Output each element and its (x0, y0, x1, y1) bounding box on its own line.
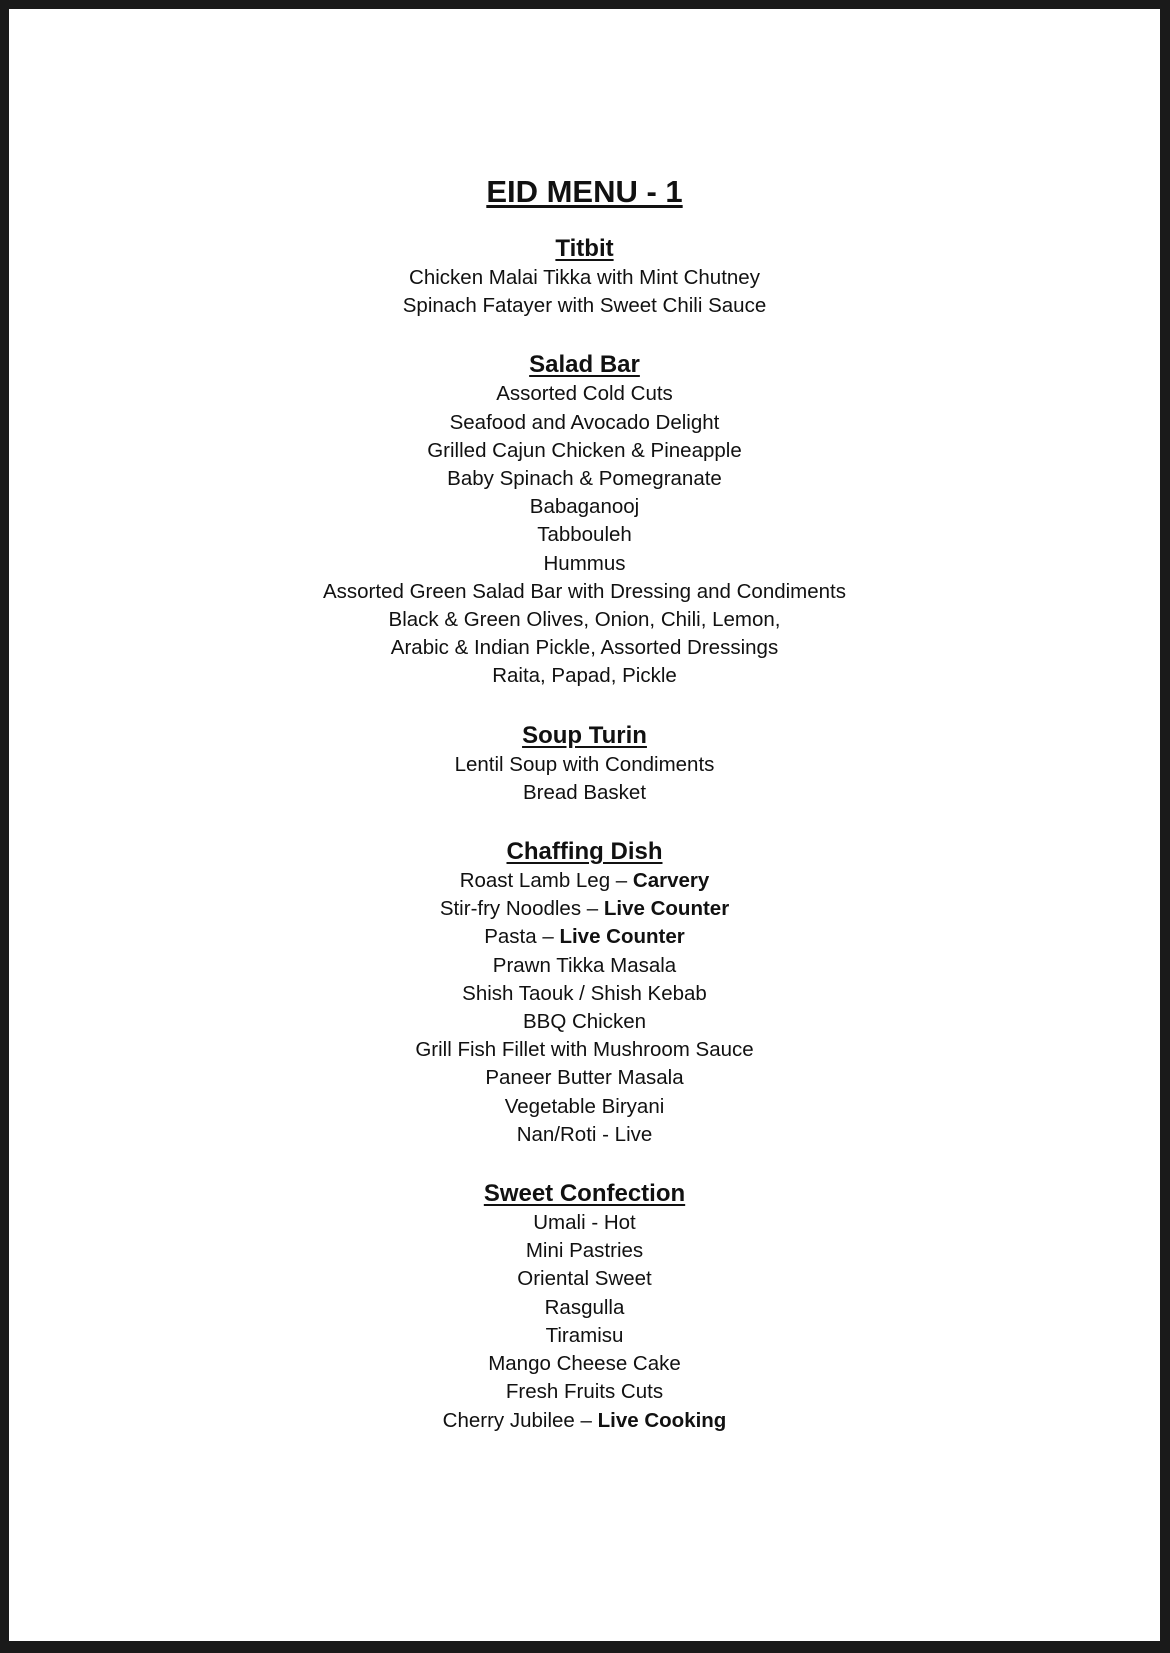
menu-content (9, 174, 1160, 1465)
section-heading: Sweet Confection (483, 1180, 686, 1208)
menu-item (9, 1378, 1160, 1406)
menu-item (9, 923, 1160, 951)
menu-sections (9, 234, 1160, 1435)
menu-section-soup-turin (9, 721, 1160, 807)
document-page (9, 9, 1160, 1641)
menu-item-name: Vegetable Biryani (504, 1094, 665, 1118)
menu-item (9, 634, 1160, 662)
menu-item (9, 409, 1160, 437)
menu-item-name: Lentil Soup with Condiments (454, 752, 715, 776)
menu-item-name: Stir-fry Noodles – (439, 897, 604, 921)
menu-item-service-tag: Carvery (632, 869, 710, 893)
menu-item-name: Hummus (543, 551, 626, 575)
menu-item-name: Rasgulla (544, 1295, 625, 1319)
menu-section-chaffing-dish (9, 837, 1160, 1149)
menu-item (9, 662, 1160, 690)
menu-item (9, 751, 1160, 779)
menu-item-list (9, 264, 1160, 320)
menu-item (9, 437, 1160, 465)
menu-item-name: Assorted Cold Cuts (496, 382, 673, 406)
menu-item (9, 1294, 1160, 1322)
menu-item (9, 1008, 1160, 1036)
menu-item (9, 606, 1160, 634)
menu-item-name: Tiramisu (545, 1323, 624, 1347)
menu-item-name: Nan/Roti - Live (516, 1122, 653, 1146)
menu-item-list (9, 867, 1160, 1149)
menu-item (9, 952, 1160, 980)
menu-item-name: Mango Cheese Cake (488, 1352, 681, 1376)
menu-section-salad-bar (9, 350, 1160, 690)
menu-item-name: Assorted Green Salad Bar with Dressing and Condiments (322, 579, 846, 603)
menu-item-name: Umali - Hot (533, 1211, 636, 1235)
menu-item-name: Pasta – (484, 925, 560, 949)
menu-item-name: Chicken Malai Tikka with Mint Chutney (409, 266, 760, 289)
menu-item-name: Cherry Jubilee – (442, 1408, 598, 1432)
menu-item (9, 1237, 1160, 1265)
menu-item-list (9, 380, 1160, 690)
menu-item-list (9, 1209, 1160, 1435)
menu-item-name: Raita, Papad, Pickle (492, 664, 677, 688)
menu-item-service-tag: Live Cooking (597, 1408, 727, 1432)
menu-item (9, 292, 1160, 320)
menu-item-list (9, 751, 1160, 807)
menu-item-name: Tabbouleh (537, 523, 632, 547)
menu-item (9, 1265, 1160, 1293)
menu-item-name: Bread Basket (522, 780, 647, 804)
menu-item-name: Paneer Butter Masala (485, 1066, 684, 1090)
menu-item-name: Arabic & Indian Pickle, Assorted Dressings (390, 636, 779, 660)
menu-item-name: Seafood and Avocado Delight (449, 410, 720, 434)
menu-item (9, 1121, 1160, 1149)
menu-item (9, 867, 1160, 895)
menu-item-service-tag: Live Counter (559, 925, 685, 949)
menu-item-name: Grilled Cajun Chicken & Pineapple (427, 438, 742, 462)
menu-item-name: Spinach Fatayer with Sweet Chili Sauce (402, 294, 767, 318)
menu-item-service-tag: Live Counter (603, 897, 730, 921)
section-heading: Chaffing Dish (506, 838, 663, 866)
menu-item (9, 1064, 1160, 1092)
section-heading: Soup Turin (522, 721, 647, 749)
menu-item (9, 264, 1160, 292)
menu-item-name: Grill Fish Fillet with Mushroom Sauce (415, 1038, 754, 1062)
menu-item (9, 1350, 1160, 1378)
menu-item (9, 493, 1160, 521)
menu-item-name: Shish Taouk / Shish Kebab (462, 981, 707, 1005)
menu-item (9, 380, 1160, 408)
menu-item-name: Mini Pastries (525, 1239, 644, 1263)
menu-item-name: Black & Green Olives, Onion, Chili, Lemon, (388, 608, 781, 632)
menu-item-name: Babaganooj (529, 495, 640, 519)
menu-item (9, 1407, 1160, 1435)
menu-item (9, 895, 1160, 923)
menu-item-name: Oriental Sweet (517, 1267, 652, 1291)
menu-item-name: Prawn Tikka Masala (492, 953, 677, 977)
menu-item (9, 779, 1160, 807)
menu-item (9, 578, 1160, 606)
section-heading: Salad Bar (529, 351, 640, 379)
menu-item-name: Fresh Fruits Cuts (505, 1380, 664, 1404)
menu-item-name: Baby Spinach & Pomegranate (447, 467, 722, 491)
menu-title: EID MENU - 1 (486, 174, 683, 209)
menu-item (9, 465, 1160, 493)
menu-item (9, 521, 1160, 549)
menu-item (9, 1093, 1160, 1121)
menu-section-titbit (9, 234, 1160, 320)
menu-item (9, 1322, 1160, 1350)
menu-item-name: Roast Lamb Leg – (459, 869, 633, 893)
section-heading: Titbit (555, 235, 614, 262)
menu-section-sweet-confection (9, 1179, 1160, 1435)
menu-item (9, 550, 1160, 578)
menu-item (9, 980, 1160, 1008)
menu-item-name: BBQ Chicken (522, 1010, 647, 1034)
menu-item (9, 1209, 1160, 1237)
menu-item (9, 1036, 1160, 1064)
